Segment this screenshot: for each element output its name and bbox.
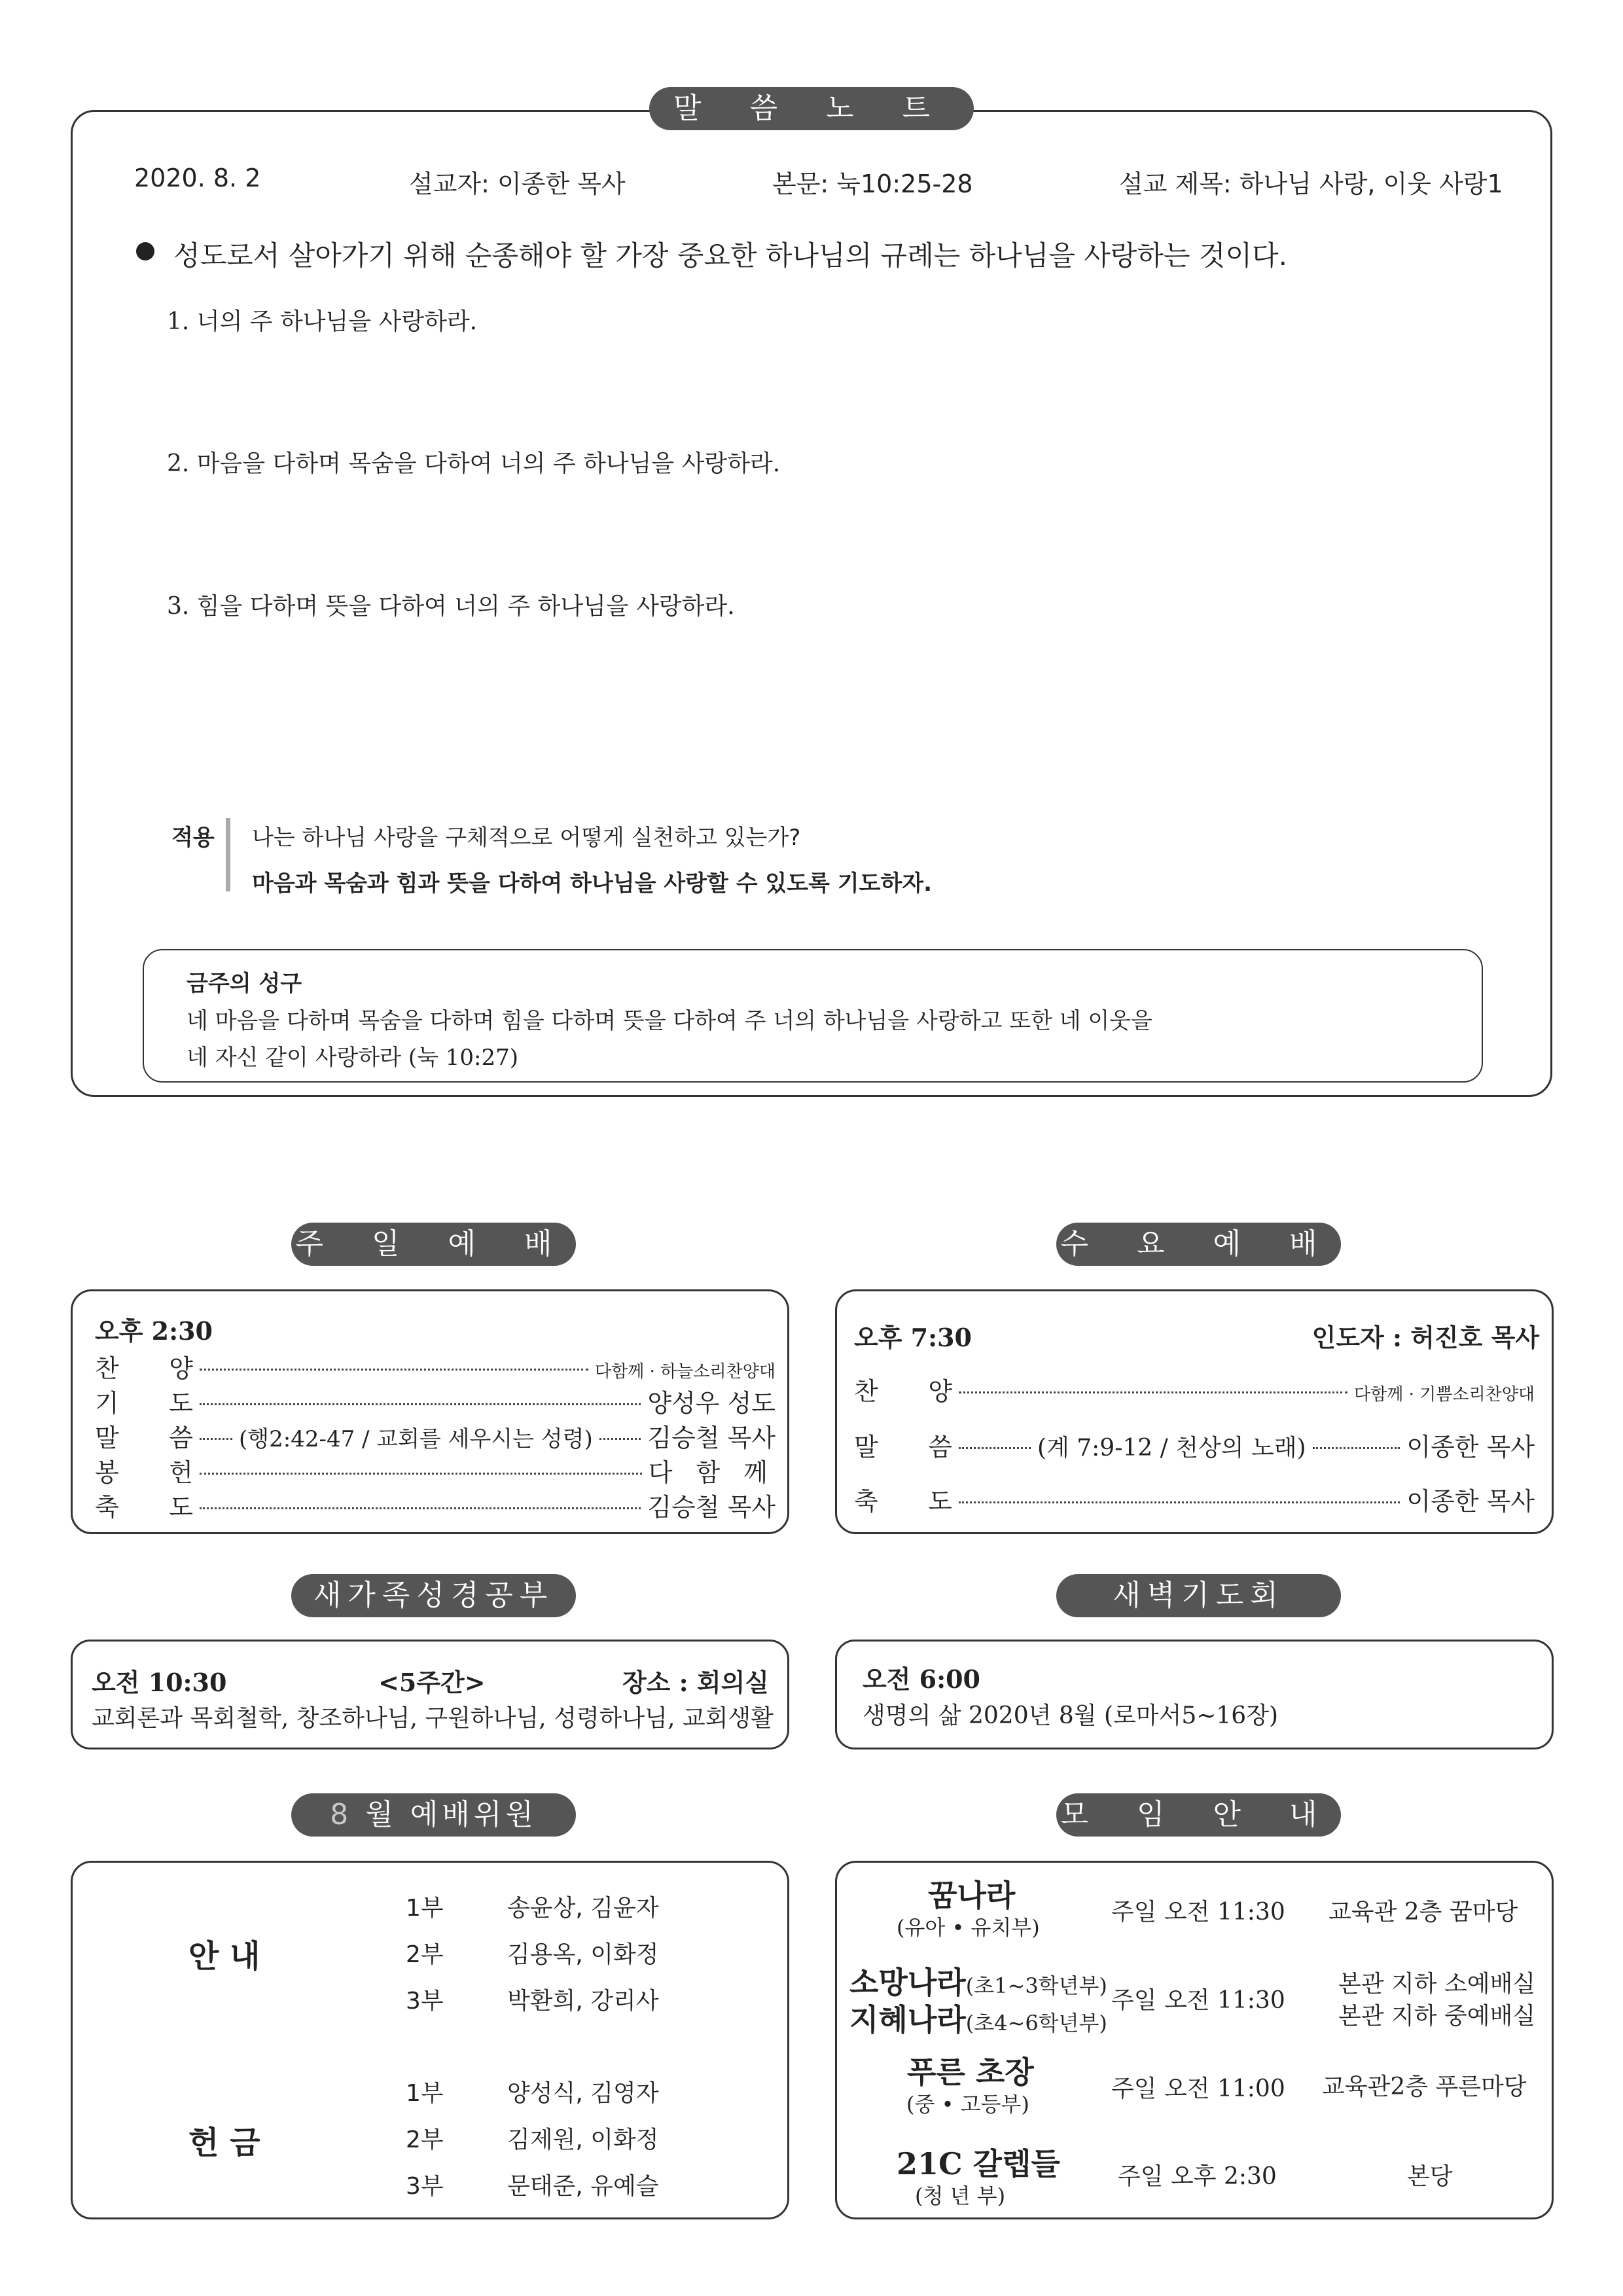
weekly-verse-line-1: 네 마음을 다하며 목숨을 다하며 힘을 다하며 뜻을 다하여 주 너의 하나님을 사랑하고 또한 네 이웃을 (187, 1008, 1152, 1034)
gathering-2-place: 본관 지하 소예배실 (1338, 1971, 1536, 1998)
sunday-row-offering: 봉 헌 다 함 께 (95, 1452, 776, 1488)
sunday-service-time: 오후 2:30 (95, 1316, 213, 1346)
gathering-1-name: 꿈나라 (928, 1878, 1016, 1913)
usher-part-3: 3부 (406, 1988, 444, 2015)
offering-names-1: 양성식, 김영자 (507, 2080, 659, 2107)
family-bible-topics: 교회론과 목회철학, 창조하나님, 구원하나님, 성령하나님, 교회생활 (92, 1705, 774, 1732)
gathering-4-name: 21C 갈렙들 (897, 2146, 1060, 2181)
dawn-prayer-desc: 생명의 삶 2020년 8월 (로마서5~16장) (863, 1702, 1279, 1729)
sermon-scripture: 본문: 눅10:25-28 (772, 170, 973, 198)
gathering-3-sub: (중 • 고등부) (906, 2092, 1029, 2117)
offering-names-3: 문태준, 유예슬 (507, 2173, 659, 2200)
sunday-offering-name: 다 함 께 (648, 1458, 776, 1487)
offering-role: 헌 금 (188, 2125, 260, 2161)
usher-role: 안 내 (188, 1938, 260, 1975)
sunday-row-prayer: 기 도 양성우 성도 (95, 1383, 776, 1419)
offering-names-2: 김제원, 이화정 (507, 2126, 659, 2153)
sermon-point-2: 2. 마음을 다하며 목숨을 다하여 너의 주 하나님을 사랑하라. (167, 450, 781, 477)
sunday-row-sermon: 말 씀 (행2:42-47 / 교회를 세우시는 성령) 김승철 목사 (95, 1418, 776, 1454)
wednesday-sermon-text: (계 7:9-12 / 천상의 노래) (1037, 1435, 1306, 1462)
usher-names-3: 박환희, 강리사 (507, 1988, 659, 2015)
gathering-4-place: 본당 (1407, 2163, 1453, 2190)
gathering-2-time: 주일 오전 11:30 (1111, 1987, 1285, 2014)
usher-names-2: 김용옥, 이화정 (507, 1941, 659, 1968)
usher-names-1: 송윤상, 김윤자 (507, 1895, 659, 1922)
weekly-verse-line-2: 네 자신 같이 사랑하라 (눅 10:27) (187, 1045, 518, 1071)
application-line-1: 나는 하나님 사랑을 구체적으로 어떻게 실천하고 있는가? (252, 825, 801, 851)
sunday-benediction-name: 김승철 목사 (647, 1493, 776, 1522)
sunday-praise-name: 다함께 · 하늘소리찬양대 (595, 1362, 776, 1382)
gathering-1-place: 교육관 2층 꿈마당 (1329, 1899, 1518, 1926)
sunday-row-benediction: 축 도 김승철 목사 (95, 1487, 776, 1523)
wednesday-service-title: 수 요 예 배 (1056, 1223, 1341, 1266)
application-line-2: 마음과 목숨과 힘과 뜻을 다하여 하나님을 사랑할 수 있도록 기도하자. (252, 870, 933, 897)
wednesday-service-leader: 인도자 : 허진호 목사 (1311, 1323, 1539, 1352)
wednesday-benediction-name: 이종한 목사 (1406, 1487, 1535, 1516)
wednesday-row-praise: 찬 양 다함께 · 기쁨소리찬양대 (854, 1377, 1535, 1406)
sermon-date: 2020. 8. 2 (134, 164, 261, 192)
gathering-2-place-2: 본관 지하 중예배실 (1338, 2003, 1536, 2030)
wednesday-sermon-name: 이종한 목사 (1406, 1433, 1535, 1462)
dawn-prayer-time: 오전 6:00 (863, 1664, 980, 1694)
august-staff-title-number: 8 (330, 1798, 353, 1831)
wednesday-row-sermon: 말 씀 (계 7:9-12 / 천상의 노래) 이종한 목사 (854, 1427, 1535, 1463)
wednesday-row-benediction: 축 도 이종한 목사 (854, 1481, 1535, 1517)
gathering-4-time: 주일 오후 2:30 (1118, 2163, 1277, 2190)
gatherings-title: 모 임 안 내 (1056, 1793, 1341, 1837)
gathering-1-time: 주일 오전 11:30 (1111, 1899, 1285, 1926)
application-divider (226, 818, 230, 891)
sermon-title: 설교 제목: 하나님 사랑, 이웃 사랑1 (1119, 170, 1503, 198)
weekly-verse-title: 금주의 성구 (187, 971, 302, 997)
gathering-3-time: 주일 오전 11:00 (1111, 2075, 1285, 2102)
sunday-sermon-text: (행2:42-47 / 교회를 세우시는 성령) (239, 1426, 593, 1452)
dawn-prayer-title: 새벽기도회 (1056, 1574, 1341, 1617)
sunday-row-praise: 찬 양 다함께 · 하늘소리찬양대 (95, 1354, 776, 1383)
sermon-preacher: 설교자: 이종한 목사 (409, 170, 626, 198)
wednesday-praise-name: 다함께 · 기쁨소리찬양대 (1354, 1385, 1535, 1405)
sermon-point-1: 1. 너의 주 하나님을 사랑하라. (167, 308, 478, 335)
sermon-point-3: 3. 힘을 다하며 뜻을 다하여 너의 주 하나님을 사랑하라. (167, 593, 735, 620)
family-bible-time: 오전 10:30 (92, 1668, 227, 1697)
august-staff-title (291, 1793, 576, 1837)
gathering-3-name: 푸른 초장 (907, 2054, 1034, 2090)
usher-part-2: 2부 (406, 1941, 444, 1968)
august-staff-title-text: 월 예배위원 (365, 1798, 537, 1831)
gathering-2-name: 소망나라(초1~3학년부) (849, 1965, 1107, 2000)
sunday-service-title: 주 일 예 배 (291, 1223, 576, 1266)
usher-part-1: 1부 (406, 1895, 444, 1922)
sunday-prayer-name: 양성우 성도 (647, 1389, 776, 1418)
sermon-note-title: 말 씀 노 트 (649, 87, 974, 130)
application-label: 적용 (171, 825, 215, 851)
gathering-1-sub: (유아 • 유치부) (897, 1915, 1040, 1940)
sunday-sermon-name: 김승철 목사 (647, 1424, 776, 1452)
offering-part-2: 2부 (406, 2126, 444, 2153)
offering-part-3: 3부 (406, 2173, 444, 2200)
gathering-4-sub: (청 년 부) (915, 2183, 1006, 2208)
family-bible-place: 장소 : 회의실 (622, 1668, 769, 1697)
wednesday-service-time: 오후 7:30 (854, 1323, 972, 1352)
offering-part-1: 1부 (406, 2080, 444, 2107)
family-bible-weeks: <5주간> (378, 1668, 486, 1697)
gathering-2-name-2: 지혜나라(초4~6학년부) (849, 2002, 1107, 2037)
main-point: 성도로서 살아가기 위해 순종해야 할 가장 중요한 하나님의 규례는 하나님을 사랑하는 것이다. (173, 240, 1287, 272)
bullet-icon (136, 242, 154, 260)
family-bible-title: 새가족성경공부 (291, 1574, 576, 1617)
gathering-3-place: 교육관2층 푸른마당 (1322, 2073, 1527, 2100)
